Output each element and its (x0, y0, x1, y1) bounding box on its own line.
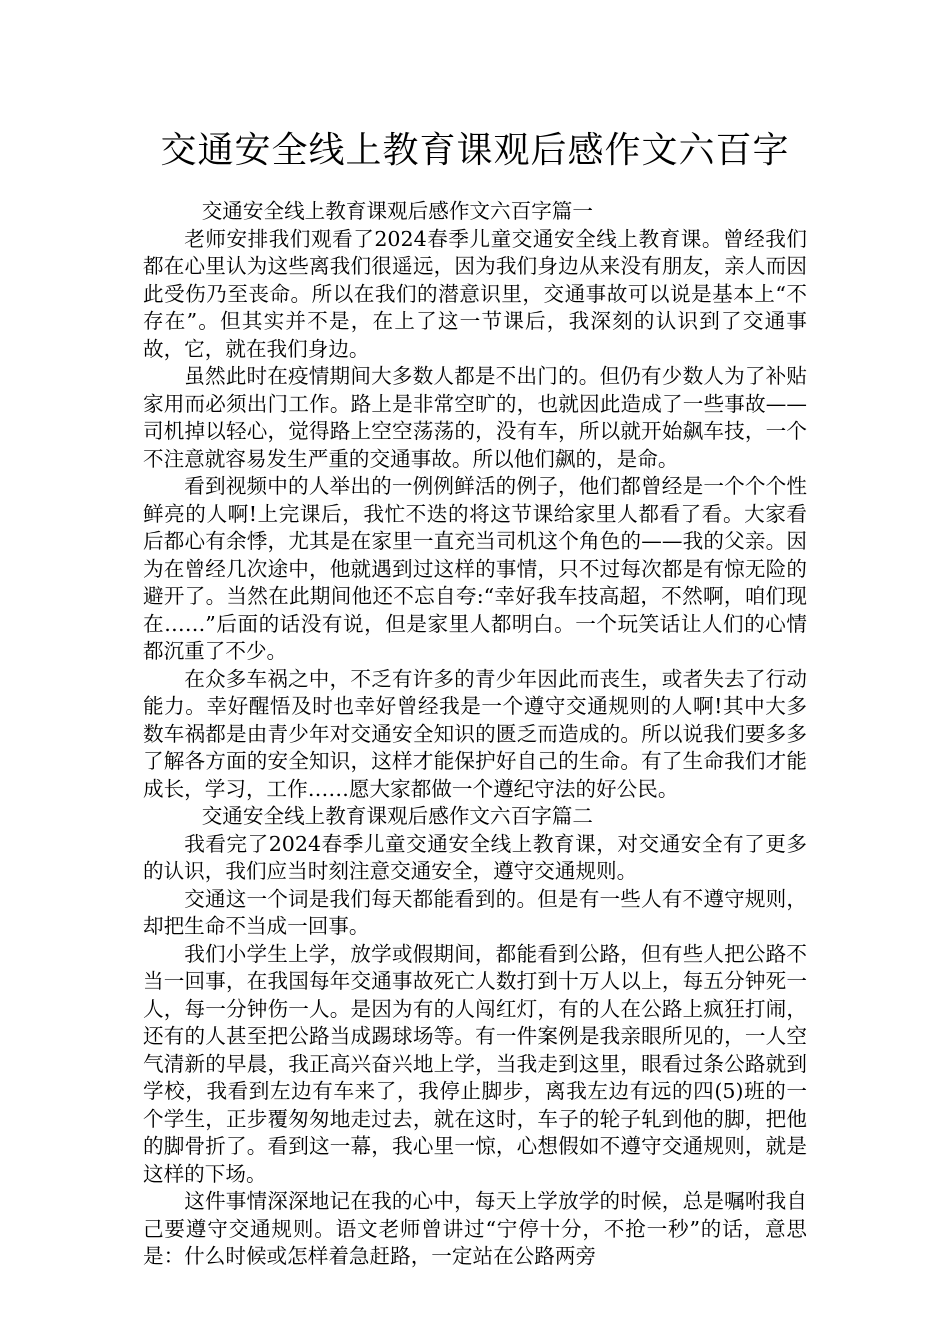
paragraph: 老师安排我们观看了2024春季儿童交通安全线上教育课。曾经我们都在心里认为这些离我们很遥远，因为我们身边从来没有朋友，亲人而因此受伤乃至丧命。所以在我们的潜意识里，交通事故可以说是基本上“不存在”。但其实并不是，在上了这一节课后，我深刻的认识到了交通事故，它，就在我们身边。 (143, 226, 807, 361)
section-heading: 交通安全线上教育课观后感作文六百字篇二 (201, 804, 593, 828)
section-1 (143, 198, 807, 803)
document-title: 交通安全线上教育课观后感作文六百字 (160, 130, 790, 171)
document-body (143, 198, 807, 1271)
paragraph: 我们小学生上学，放学或假期间，都能看到公路，但有些人把公路不当一回事，在我国每年交通事故死亡人数打到十万人以上，每五分钟死一人，每一分钟伤一人。是因为有的人闯红灯，有的人在公路上疯狂打闹，还有的人甚至把公路当成踢球场等。有一件案例是我亲眼所见的，一人空气清新的早晨，我正高兴奋兴地上学，当我走到这里，眼看过条公路就到学校，我看到左边有车来了，我停止脚步，离我左边有远的四(5)班的一个学生，正步覆匆匆地走过去，就在这时，车子的轮子轧到他的脚，把他的脚骨折了。看到这一幕，我心里一惊，心想假如不遵守交通规则，就是这样的下场。 (143, 941, 807, 1186)
paragraph: 看到视频中的人举出的一例例鲜活的例子，他们都曾经是一个个个性鲜亮的人啊!上完课后，我忙不迭的将这节课给家里人都看了看。大家看后都心有余悸，尤其是在家里一直充当司机这个角色的——我的父亲。因为在曾经几次途中，他就遇到过这样的事情，只不过每次都是有惊无险的避开了。当然在此期间他还不忘自夸:“幸好我车技高超，不然啊，咱们现在……”后面的话没有说，但是家里人都明白。一个玩笑话让人们的心情都沉重了不少。 (143, 474, 807, 663)
paragraph: 在众多车祸之中，不乏有许多的青少年因此而丧生，或者失去了行动能力。幸好醒悟及时也幸好曾经我是一个遵守交通规则的人啊!其中大多数车祸都是由青少年对交通安全知识的匮乏而造成的。所以说我们要多多了解各方面的安全知识，这样才能保护好自己的生命。有了生命我们才能成长，学习，工作……愿大家都做一个遵纪守法的好公民。 (143, 666, 807, 801)
paragraph: 这件事情深深地记在我的心中，每天上学放学的时候，总是嘱咐我自己要遵守交通规则。语文老师曾讲过“宁停十分，不抢一秒”的话，意思是：什么时候或怎样着急赶路，一定站在公路两旁 (143, 1189, 807, 1268)
section-2 (143, 803, 807, 1271)
paragraph: 交通这一个词是我们每天都能看到的。但是有一些人有不遵守规则，却把生命不当成一回事。 (143, 886, 807, 938)
section-heading: 交通安全线上教育课观后感作文六百字篇一 (201, 199, 593, 223)
paragraph: 我看完了2024春季儿童交通安全线上教育课，对交通安全有了更多的认识，我们应当时刻注意交通安全，遵守交通规则。 (143, 831, 807, 883)
paragraph: 虽然此时在疫情期间大多数人都是不出门的。但仍有少数人为了补贴家用而必须出门工作。路上是非常空旷的，也就因此造成了一些事故——司机掉以轻心，觉得路上空空荡荡的，没有车，所以就开始飙车技，一个不注意就容易发生严重的交通事故。所以他们飙的，是命。 (143, 364, 807, 471)
